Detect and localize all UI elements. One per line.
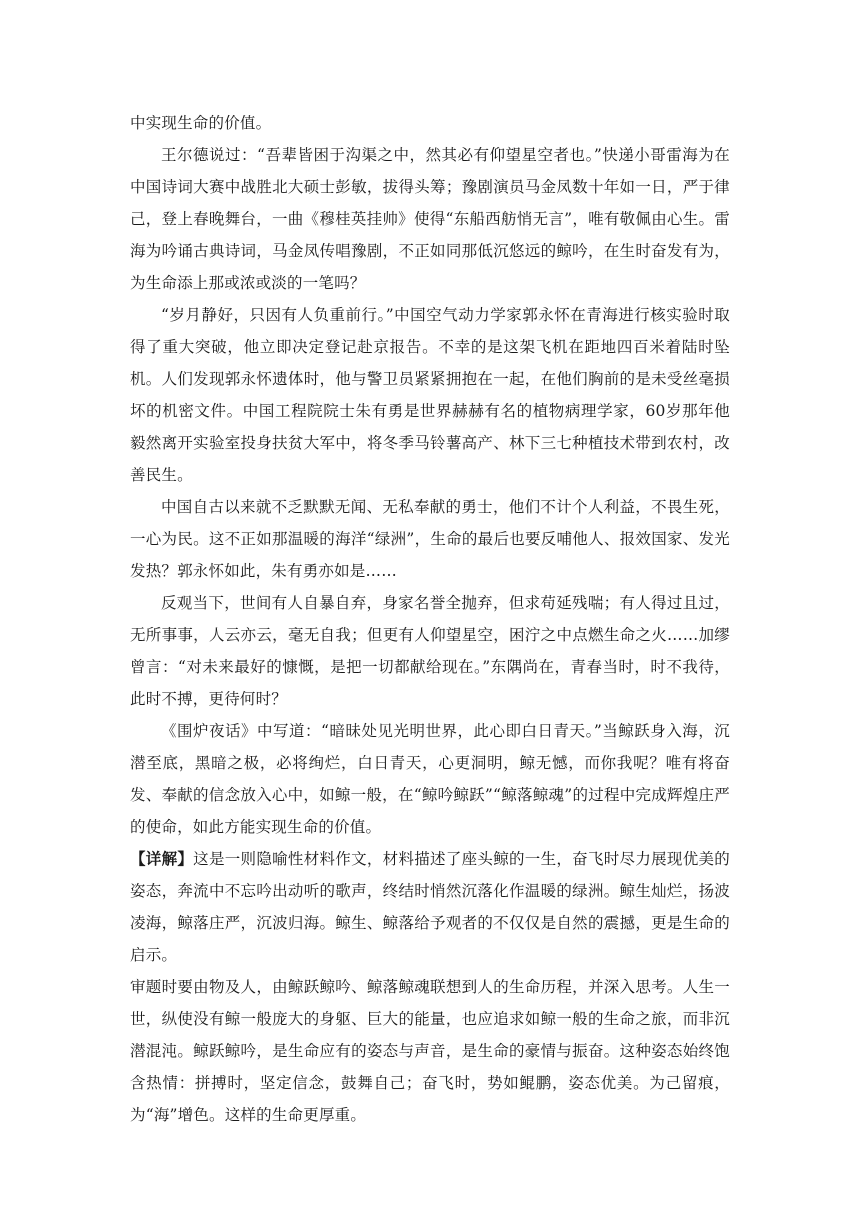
- paragraph-dedication: 中国自古以来就不乏默默无闻、无私奉献的勇士，他们不计个人利益，不畏生死，一心为民。这不正如那温暖的海洋“绿洲”，生命的最后也要反哺他人、报效国家、发光发热？郭永怀如此，朱有勇亦如是……: [130, 498, 730, 580]
- paragraph-reflection: 反观当下，世间有人自暴自弃，身家名誉全抛弃，但求苟延残喘；有人得过且过，无所事事，人云亦云，毫无自我；但更有人仰望星空，困泞之中点燃生命之火……加缪曾言：“对未来最好的慷慨，是把一切都献给现在。”东隅尚在，青春当时，时不我待，此时不搏，更待何时？: [130, 594, 730, 708]
- paragraph-wilde-quote: 王尔德说过：“吾辈皆困于沟渠之中，然其必有仰望星空者也。”快递小哥雷海为在中国诗词大赛中战胜北大硕士彭敏，拔得头筹；豫剧演员马金凤数十年如一日，严于律己，登上春晚舞台，一曲《穆桂英挂帅》使得“东船西舫悄无言”，唯有敬佩由心生。雷海为吟诵古典诗词，马金凤传唱豫剧，不正如同那低沉悠远的鲸吟，在生时奋发有为，为生命添上那或浓或淡的一笔吗？: [130, 146, 730, 292]
- detail-label: 【详解】: [130, 849, 194, 868]
- paragraph-guo-yonghuai: “岁月静好，只因有人负重前行。”中国空气动力学家郭永怀在青海进行核实验时取得了重大突破，他立即决定登记赴京报告。不幸的是这架飞机在距地四百米着陆时坠机。人们发现郭永怀遗体时，他与警卫员紧紧拥抱在一起，在他们胸前的是未受丝毫损坏的机密文件。中国工程院院士朱有勇是世界赫赫有名的植物病理学家，60岁那年他毅然离开实验室投身扶贫大军中，将冬季马铃薯高产、林下三七种植技术带到农村，改善民生。: [130, 306, 730, 484]
- document-page: [130, 107, 730, 1131]
- paragraph-continuation: 中实现生命的价值。: [130, 114, 272, 132]
- analysis-paragraph: 审题时要由物及人，由鲸跃鲸吟、鲸落鲸魂联想到人的生命历程，并深入思考。人生一世，纵使没有鲸一般庞大的身躯、巨大的能量，也应追求如鲸一般的生命之旅，而非沉潜混沌。鲸跃鲸吟，是生命应有的姿态与声音，是生命的豪情与振奋。这种姿态始终饱含热情：拼搏时，坚定信念，鼓舞自己；奋飞时，势如鲲鹏，姿态优美。为己留痕，为“海”增色。这样的生命更厚重。: [130, 978, 730, 1124]
- detail-text: 这是一则隐喻性材料作文，材料描述了座头鲸的一生，奋飞时尽力展现优美的姿态，奔流中不忘吟出动听的歌声，终结时悄然沉落化作温暖的绿洲。鲸生灿烂，扬波凌海，鲸落庄严，沉波归海。鲸生、鲸落给予观者的不仅仅是自然的震撼，更是生命的启示。: [130, 850, 730, 964]
- paragraph-conclusion: 《围炉夜话》中写道：“暗昧处见光明世界，此心即白日青天。”当鲸跃身入海，沉潜至底，黑暗之极，必将绚烂，白日青天，心更洞明，鲸无憾，而你我呢？唯有将奋发、奉献的信念放入心中，如鲸一般，在“鲸吟鲸跃”“鲸落鲸魂”的过程中完成辉煌庄严的使命，如此方能实现生命的价值。: [130, 722, 730, 836]
- detail-explanation: [130, 843, 730, 971]
